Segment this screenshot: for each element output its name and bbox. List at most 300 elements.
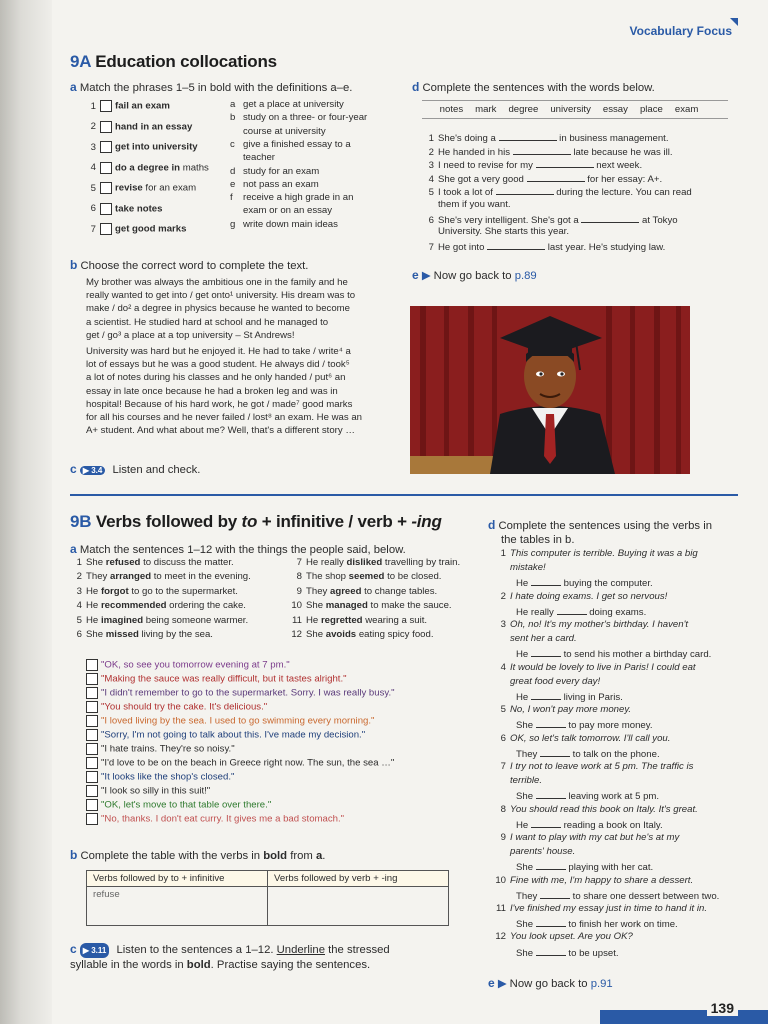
definition-item — [230, 112, 367, 123]
quote-line — [494, 761, 693, 772]
item-number: 6 — [76, 629, 82, 640]
paragraph-1 — [86, 276, 402, 342]
answer-blank[interactable] — [513, 145, 571, 155]
quote-line — [494, 662, 696, 673]
exercise-label: e — [412, 268, 419, 282]
quote-text: I try not to leave work at 5 pm. The traffic is — [510, 761, 694, 772]
definition-item — [230, 205, 332, 216]
graduate-illustration — [410, 306, 690, 474]
answer-checkbox[interactable] — [86, 701, 98, 713]
definition-item — [230, 192, 353, 203]
text-line: make / do² a degree in physics because he wanted to become — [86, 303, 350, 315]
instruction-text: Underline — [276, 944, 325, 956]
item-number: 3 — [428, 160, 434, 172]
text-line: a lot of notes during his classes and he only handed / put⁶ an — [86, 372, 346, 384]
definition-letter: e — [230, 178, 236, 190]
sentence-start: She's doing a — [438, 133, 499, 144]
exercise-label: d — [412, 80, 420, 94]
answer-line — [516, 605, 646, 618]
item-number: 4 — [90, 162, 96, 174]
word-option: place — [639, 104, 663, 115]
instruction-text: Complete the sentences using the verbs in — [498, 520, 712, 532]
answer-checkbox[interactable] — [100, 203, 112, 215]
quote-text: I want to play with my cat but he's at my — [510, 832, 680, 843]
exercise-label: c — [70, 462, 77, 476]
answer-checkbox[interactable] — [86, 659, 98, 671]
quote-text: "No, thanks. I don't eat curry. It gives me a bad stomach." — [101, 813, 345, 825]
answer-blank[interactable] — [499, 131, 557, 141]
text-line: University was hard but he enjoyed it. He had to take / write⁴ a — [86, 346, 351, 358]
verb-sentence — [290, 600, 452, 611]
section-9a-heading: Education collocations — [95, 52, 277, 71]
quote-line — [494, 548, 698, 559]
sentence-text: to be closed. — [384, 571, 442, 583]
verb-sentence — [290, 571, 441, 582]
completion-text: to share one dessert between two. — [570, 890, 720, 902]
paragraph-2 — [86, 345, 402, 437]
quote-item — [86, 813, 344, 825]
verb-bold: managed — [325, 600, 368, 612]
answer-blank[interactable] — [536, 789, 566, 799]
subject-text: He — [516, 649, 531, 661]
audio-play-icon[interactable]: ▶ 3.4 — [80, 466, 106, 475]
subject-text: He — [516, 692, 531, 703]
answer-line — [516, 889, 719, 902]
sentence-text: being someone warmer. — [143, 614, 249, 626]
phrase-item — [84, 141, 198, 153]
quote-text: sent her a card. — [510, 633, 577, 645]
definition-letter: c — [230, 138, 235, 150]
text-line: A+ student. And what about me? Well, that's a different story … — [86, 425, 355, 437]
quote-text: "I loved living by the sea. I used to go swimming every morning." — [101, 715, 375, 727]
completion-text: to send his mother a birthday card. — [560, 649, 712, 661]
answer-line — [516, 647, 711, 660]
phrase-bold: get good marks — [115, 223, 187, 235]
answer-blank[interactable] — [531, 818, 561, 828]
exercise-9b-c-instruction — [70, 942, 470, 973]
quote-text: "I'd love to be on the beach in Greece right now. The sun, the sea …" — [101, 757, 395, 769]
instruction-text: Listen and check. — [112, 464, 201, 476]
quote-item — [86, 757, 394, 769]
exercise-9a-c-instruction — [70, 462, 200, 476]
sentence-end: last year. He's studying law. — [545, 241, 666, 253]
word-box — [422, 100, 728, 119]
answer-blank[interactable] — [496, 185, 554, 195]
definition-text: write down main ideas — [243, 218, 338, 230]
answer-blank[interactable] — [581, 213, 639, 223]
sentence-text: He — [306, 614, 321, 626]
completion-text: to pay more money. — [565, 720, 653, 732]
exercise-9a-b-instruction — [70, 258, 308, 272]
page-link[interactable]: p.91 — [590, 978, 613, 990]
sentence-start: He handed in his — [438, 146, 513, 158]
answer-checkbox[interactable] — [86, 673, 98, 685]
sentence-text: He — [86, 600, 101, 612]
answer-checkbox[interactable] — [86, 729, 98, 741]
item-number: 7 — [428, 241, 434, 253]
phrase-bold: revise — [115, 182, 143, 194]
sentence-item — [422, 131, 669, 144]
answer-blank[interactable] — [487, 240, 545, 250]
definition-text: study on a three- or four-year — [243, 112, 368, 124]
quote-text: mistake! — [510, 562, 546, 574]
item-number: 1 — [90, 100, 96, 112]
completion-text: leaving work at 5 pm. — [565, 791, 660, 803]
item-number: 7 — [90, 223, 96, 235]
subject-text: She — [516, 791, 536, 803]
sentence-start: them if you want. — [438, 199, 511, 210]
answer-checkbox[interactable] — [100, 182, 112, 194]
quote-text: You look upset. Are you OK? — [510, 931, 633, 943]
exercise-label: b — [70, 848, 78, 862]
answer-checkbox[interactable] — [86, 757, 98, 769]
text-line: essay in late once because he had a broken leg and was in — [86, 385, 338, 397]
definition-item — [230, 219, 338, 230]
text-line: hospital! Because of his hard work, he got / made⁷ good marks — [86, 398, 353, 410]
quote-line — [494, 704, 631, 715]
answer-checkbox[interactable] — [100, 121, 112, 133]
verb-bold: imagined — [100, 614, 144, 626]
item-number: 3 — [500, 619, 506, 630]
page-link[interactable]: p.89 — [514, 270, 537, 282]
sentence-text: They — [306, 585, 330, 597]
exercise-9b-e-link[interactable] — [488, 976, 613, 990]
quote-text: I hate doing exams. I get so nervous! — [510, 590, 668, 602]
definition-text: not pass an exam — [243, 178, 319, 190]
sentence-text: to change tables. — [361, 585, 438, 597]
definition-text: course at university — [243, 125, 326, 137]
item-number: 6 — [90, 203, 96, 215]
instruction-text: a — [315, 850, 323, 862]
exercise-label: a — [70, 542, 77, 556]
definition-text: receive a high grade in an — [243, 192, 354, 204]
verb-bold: seemed — [348, 571, 385, 583]
phrase-bold: hand in an essay — [115, 121, 193, 133]
quote-text: "It looks like the shop's closed." — [101, 771, 235, 783]
instruction-text: bold — [263, 850, 288, 862]
item-number: 9 — [296, 585, 302, 597]
item-number: 2 — [500, 590, 506, 602]
phrase-item — [84, 121, 192, 133]
sentence-end: for her essay: A+. — [584, 173, 663, 185]
text-line: My brother was always the ambitious one in the family and he — [86, 277, 348, 288]
answer-line — [516, 789, 659, 802]
phrase-bold: get into university — [115, 141, 198, 153]
quote-item — [86, 743, 235, 755]
definition-text: give a finished essay to a — [243, 138, 351, 150]
definition-text: study for an exam — [243, 165, 320, 177]
quote-text: I've finished my essay just in time to hand it in. — [510, 903, 707, 914]
section-9b-number: 9B — [70, 512, 92, 531]
verb-sentence — [70, 615, 248, 626]
quote-text: "I look so silly in this suit!" — [101, 785, 211, 797]
definition-text: exam or on an essay — [243, 205, 333, 217]
instruction-text: the stressed — [325, 944, 390, 956]
phrase-item — [84, 162, 209, 174]
exercise-label: c — [70, 942, 77, 956]
quote-text: Oh, no! It's my mother's birthday. I haven't — [510, 619, 689, 630]
answer-line — [516, 690, 623, 703]
sentence-start: He got into — [438, 241, 488, 253]
answer-checkbox[interactable] — [100, 141, 112, 153]
section-header: Vocabulary Focus — [629, 24, 732, 38]
sentence-text: to discuss the matter. — [140, 557, 234, 568]
verb-bold: avoids — [325, 629, 357, 640]
answer-checkbox[interactable] — [100, 162, 112, 174]
quote-item — [86, 729, 365, 741]
answer-checkbox[interactable] — [100, 223, 112, 235]
phrase-bold: fail an exam — [115, 100, 170, 112]
sentence-start: She's very intelligent. She's got a — [438, 214, 582, 226]
quote-text: "OK, so see you tomorrow evening at 7 pm." — [101, 659, 290, 671]
title-part: -ing — [411, 512, 442, 531]
item-number: 8 — [296, 571, 302, 583]
sentence-item — [422, 213, 678, 226]
instruction-text: Choose the correct word to complete the text. — [80, 260, 309, 272]
text-line: for all his courses and he never failed / lost⁸ an exam. He was an — [86, 412, 363, 424]
word-option: university — [550, 104, 591, 115]
section-9a-title — [70, 52, 277, 72]
sentence-start: I need to revise for my — [438, 160, 536, 172]
sentence-start: University. She starts this year. — [438, 226, 569, 238]
sentence-end: in business management. — [556, 133, 669, 144]
definition-text: teacher — [243, 152, 275, 164]
exercise-9a-e-link[interactable] — [412, 268, 537, 282]
table-header-ing: Verbs followed by verb + -ing — [268, 871, 449, 887]
section-divider — [70, 494, 738, 496]
answer-line — [516, 818, 663, 831]
answer-blank[interactable] — [531, 576, 561, 586]
text-line: lot of essays but he was a good student. He always did / took⁵ — [86, 359, 350, 371]
item-number: 12 — [291, 629, 302, 640]
item-number: 9 — [500, 832, 506, 843]
answer-blank[interactable] — [531, 647, 561, 657]
answer-blank[interactable] — [540, 747, 570, 757]
instruction-text: Now go back to — [433, 270, 515, 282]
exercise-label: d — [488, 518, 496, 532]
instruction-text: the tables in b. — [501, 534, 575, 546]
phrase-rest: for an exam — [142, 182, 197, 194]
instruction-text: Match the sentences 1–12 with the things the people said, below. — [79, 544, 406, 556]
quote-text: "Making the sauce was really difficult, but it tastes alright." — [101, 673, 347, 685]
verb-bold: refused — [105, 557, 141, 568]
definition-item — [230, 179, 319, 190]
item-number: 2 — [90, 121, 96, 133]
answer-blank[interactable] — [540, 889, 570, 899]
item-number: 11 — [292, 614, 302, 626]
subject-text: She — [516, 720, 536, 732]
quote-item — [86, 673, 347, 685]
answer-blank[interactable] — [536, 917, 566, 927]
corner-triangle-icon — [730, 18, 738, 26]
answer-line — [516, 718, 653, 731]
quote-text: great food every day! — [510, 675, 601, 687]
answer-line — [516, 747, 660, 760]
answer-blank[interactable] — [557, 605, 587, 615]
instruction-text: Now go back to — [509, 978, 591, 990]
sentence-text: living by the sea. — [138, 629, 213, 640]
table-cell-empty[interactable] — [268, 887, 449, 926]
answer-checkbox[interactable] — [100, 100, 112, 112]
answer-line — [516, 576, 653, 589]
item-number: 11 — [496, 903, 506, 914]
instruction-text: Listen to the sentences a 1–12. — [116, 944, 277, 956]
sentence-item — [422, 240, 665, 253]
sentence-item — [422, 199, 511, 210]
sentence-text: travelling by train. — [382, 557, 461, 568]
completion-text: reading a book on Italy. — [560, 819, 663, 831]
subject-text: They — [516, 748, 540, 760]
subject-text: She — [516, 919, 536, 931]
sentence-item — [422, 185, 692, 198]
quote-item — [86, 659, 290, 671]
item-number: 1 — [500, 548, 506, 559]
quote-text: "You should try the cake. It's delicious." — [101, 701, 268, 713]
item-number: 10 — [495, 874, 506, 886]
quote-text: This computer is terrible. Buying it was a big — [510, 548, 698, 559]
item-number: 5 — [500, 704, 506, 716]
word-option: mark — [475, 104, 497, 115]
reading-text — [86, 276, 402, 440]
verb-bold: recommended — [100, 600, 167, 612]
sentence-text: She — [86, 629, 106, 640]
answer-checkbox[interactable] — [86, 687, 98, 699]
answer-line — [516, 946, 619, 959]
title-part: + infinitive / verb + — [257, 512, 412, 531]
quote-text: terrible. — [510, 775, 542, 787]
quote-text: Fine with me, I'm happy to share a dessert. — [510, 874, 694, 886]
phrase-item — [84, 203, 162, 215]
verb-table — [86, 870, 449, 926]
sentence-text: wearing a suit. — [362, 614, 428, 626]
definition-item — [230, 152, 275, 163]
answer-line — [516, 860, 653, 873]
sentence-text: to make the sauce. — [367, 600, 452, 612]
verb-sentence — [70, 586, 238, 597]
sentence-end: next week. — [593, 160, 643, 172]
quote-item — [86, 771, 234, 783]
answer-blank[interactable] — [531, 690, 561, 700]
answer-blank[interactable] — [536, 158, 594, 168]
text-line: really wanted to get into / get onto¹ university. His dream was to — [86, 290, 356, 302]
quote-text: "I didn't remember to go to the supermarket. Sorry. I was really busy." — [101, 687, 395, 699]
exercise-label: e — [488, 976, 495, 990]
item-number: 2 — [76, 571, 82, 583]
verb-sentence — [290, 586, 437, 597]
word-option: essay — [602, 104, 628, 115]
item-number: 6 — [500, 732, 506, 744]
exercise-9b-b-instruction — [70, 848, 325, 862]
item-number: 3 — [90, 141, 96, 153]
definition-letter: b — [230, 112, 236, 124]
instruction-text: bold — [186, 959, 211, 971]
item-number: 6 — [428, 214, 434, 226]
verb-sentence — [70, 600, 246, 611]
book-spine-shadow — [0, 0, 52, 1024]
verb-bold: agreed — [330, 585, 362, 597]
quote-line — [494, 903, 707, 914]
verb-bold: disliked — [346, 557, 383, 568]
audio-track-label: 3.11 — [91, 945, 107, 955]
instruction-text: syllable in the words in — [70, 959, 187, 971]
item-number: 4 — [76, 600, 82, 612]
subject-text: They — [516, 890, 540, 902]
verb-sentence — [290, 557, 460, 568]
answer-checkbox[interactable] — [86, 799, 98, 811]
answer-checkbox[interactable] — [86, 715, 98, 727]
verb-sentence — [70, 571, 251, 582]
audio-play-icon[interactable]: ▶ 3.11 — [80, 943, 110, 958]
item-number: 12 — [495, 931, 506, 943]
word-option: degree — [508, 104, 539, 115]
quote-line — [494, 619, 688, 630]
answer-checkbox[interactable] — [86, 771, 98, 783]
sentence-item — [422, 145, 673, 158]
phrase-item — [84, 223, 186, 235]
answer-blank[interactable] — [536, 946, 566, 956]
sentence-end: at Tokyo — [639, 214, 678, 226]
verb-bold: regretted — [320, 614, 363, 626]
subject-text: He really — [516, 606, 557, 618]
item-number: 7 — [296, 557, 302, 568]
subject-text: She — [516, 947, 536, 959]
item-number: 5 — [76, 614, 82, 626]
verb-sentence — [70, 557, 234, 568]
quote-line — [494, 804, 698, 815]
item-number: 5 — [90, 182, 96, 194]
sentence-end: during the lecture. You can read — [553, 187, 692, 199]
sentence-start: She got a very good — [438, 173, 527, 185]
item-number: 3 — [76, 585, 82, 597]
verb-bold: arranged — [110, 571, 152, 583]
answer-checkbox[interactable] — [86, 785, 98, 797]
instruction-text: from — [287, 850, 316, 862]
quote-text: You should read this book on Italy. It's great. — [510, 803, 698, 815]
answer-checkbox[interactable] — [86, 813, 98, 825]
table-header-infinitive: Verbs followed by to + infinitive — [87, 871, 268, 887]
section-9a-number: 9A — [70, 52, 91, 71]
quote-text: parents' house. — [510, 846, 576, 858]
phrase-rest: maths — [180, 162, 209, 174]
word-option: notes — [439, 104, 464, 115]
instruction-text: Complete the sentences with the words below. — [422, 82, 655, 94]
answer-blank[interactable] — [527, 172, 585, 182]
instruction-text: . — [322, 850, 326, 862]
arrow-right-icon: ▶ — [497, 978, 507, 990]
answer-checkbox[interactable] — [86, 743, 98, 755]
section-9b-title — [70, 512, 442, 532]
quote-item — [86, 687, 395, 699]
phrase-bold: take notes — [115, 203, 163, 215]
verb-sentence — [290, 615, 427, 626]
arrow-right-icon: ▶ — [421, 270, 431, 282]
item-number: 10 — [291, 600, 302, 612]
sentence-text: eating spicy food. — [356, 629, 434, 640]
definition-item — [230, 166, 319, 177]
quote-text: OK, so let's talk tomorrow. I'll call you. — [510, 732, 671, 744]
quote-line — [494, 832, 679, 843]
table-cell-example[interactable]: refuse — [87, 887, 268, 926]
sentence-end: late because he was ill. — [570, 146, 673, 158]
instruction-text: Match the phrases 1–5 in bold with the definitions a–e. — [79, 82, 353, 94]
answer-blank[interactable] — [536, 718, 566, 728]
exercise-label: b — [70, 258, 78, 272]
item-number: 7 — [500, 761, 506, 772]
quote-line — [494, 846, 575, 857]
verb-sentence — [70, 629, 213, 640]
answer-blank[interactable] — [536, 860, 566, 870]
quote-line — [494, 775, 542, 786]
